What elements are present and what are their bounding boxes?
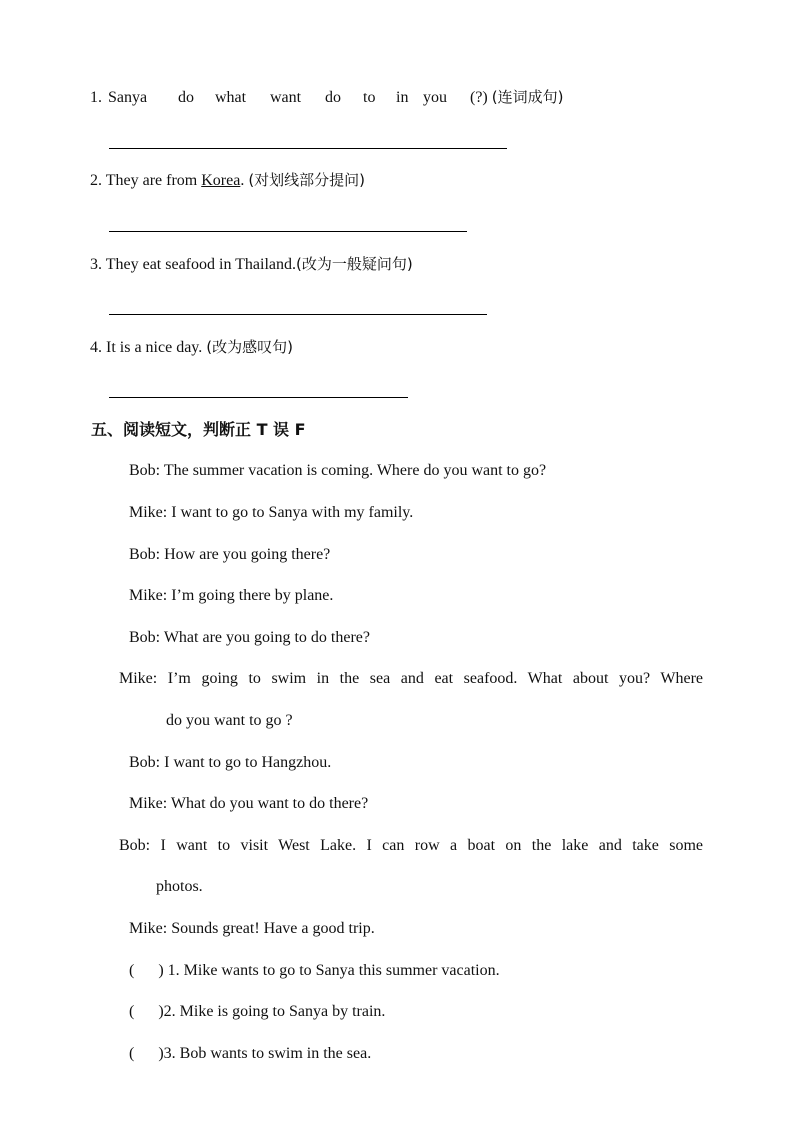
question-instruction: (改为感叹句) bbox=[206, 338, 293, 356]
word: do bbox=[325, 89, 341, 106]
word: do bbox=[178, 89, 194, 106]
question-number: 3. bbox=[90, 256, 102, 273]
question-text: They eat seafood in Thailand. bbox=[105, 256, 297, 273]
word: (?) bbox=[470, 89, 488, 106]
question-number: 2. bbox=[90, 172, 102, 189]
question-number: 4. bbox=[90, 339, 102, 356]
dialogue-line-continuation: do you want to go ? bbox=[166, 712, 293, 729]
word: to bbox=[363, 89, 376, 106]
dialogue-line: Mike: What do you want to do there? bbox=[129, 795, 369, 812]
word: in bbox=[396, 89, 409, 106]
answer-line[interactable] bbox=[109, 231, 467, 232]
dialogue-line: Bob: The summer vacation is coming. Where do you want to go? bbox=[129, 462, 547, 479]
dialogue-line-continuation: photos. bbox=[156, 878, 203, 895]
question-instruction: (改为一般疑问句) bbox=[296, 255, 413, 273]
question-instruction: (对划线部分提问) bbox=[248, 171, 366, 189]
judgement-text: 2. Mike is going to Sanya by train. bbox=[163, 1003, 386, 1020]
word: Sanya bbox=[108, 89, 148, 106]
judgement-item bbox=[129, 1044, 371, 1064]
answer-line[interactable] bbox=[109, 397, 408, 398]
dialogue-line: Mike: I’m going to swim in the sea and eat seafood. What about you? Where bbox=[119, 670, 703, 687]
dialogue-line: Bob: How are you going there? bbox=[129, 546, 331, 563]
dialogue-line: Bob: I want to go to Hangzhou. bbox=[129, 754, 332, 771]
section-heading: 五、阅读短文，判断正 T 误 F bbox=[91, 420, 306, 439]
question-text: . bbox=[240, 172, 245, 189]
word: what bbox=[215, 89, 247, 106]
question-text: They are from bbox=[105, 172, 202, 189]
answer-bracket[interactable]: ( ) bbox=[129, 962, 164, 979]
dialogue-line: Mike: Sounds great! Have a good trip. bbox=[129, 920, 375, 937]
judgement-text: 1. Mike wants to go to Sanya this summer vacation. bbox=[167, 962, 500, 979]
underlined-word: Korea bbox=[201, 172, 241, 189]
question-2 bbox=[90, 170, 365, 191]
word: want bbox=[270, 89, 302, 106]
question-number: 1. bbox=[90, 89, 102, 106]
answer-bracket[interactable]: ( ) bbox=[129, 1045, 164, 1062]
answer-line[interactable] bbox=[109, 314, 487, 315]
judgement-item bbox=[129, 961, 500, 981]
dialogue-line: Bob: What are you going to do there? bbox=[129, 629, 370, 646]
question-3 bbox=[90, 254, 413, 275]
answer-bracket[interactable]: ( ) bbox=[129, 1003, 164, 1020]
dialogue-line: Mike: I’m going there by plane. bbox=[129, 587, 334, 604]
word: you bbox=[423, 89, 447, 106]
question-instruction: (连词成句) bbox=[491, 88, 564, 106]
dialogue-line: Bob: I want to visit West Lake. I can row a boat on the lake and take some bbox=[119, 837, 703, 854]
question-text: It is a nice day. bbox=[106, 339, 203, 356]
dialogue-line: Mike: I want to go to Sanya with my family. bbox=[129, 504, 414, 521]
judgement-item bbox=[129, 1002, 385, 1022]
question-4 bbox=[90, 337, 293, 358]
judgement-text: 3. Bob wants to swim in the sea. bbox=[163, 1045, 372, 1062]
answer-line[interactable] bbox=[109, 148, 507, 149]
question-1 bbox=[90, 87, 563, 108]
